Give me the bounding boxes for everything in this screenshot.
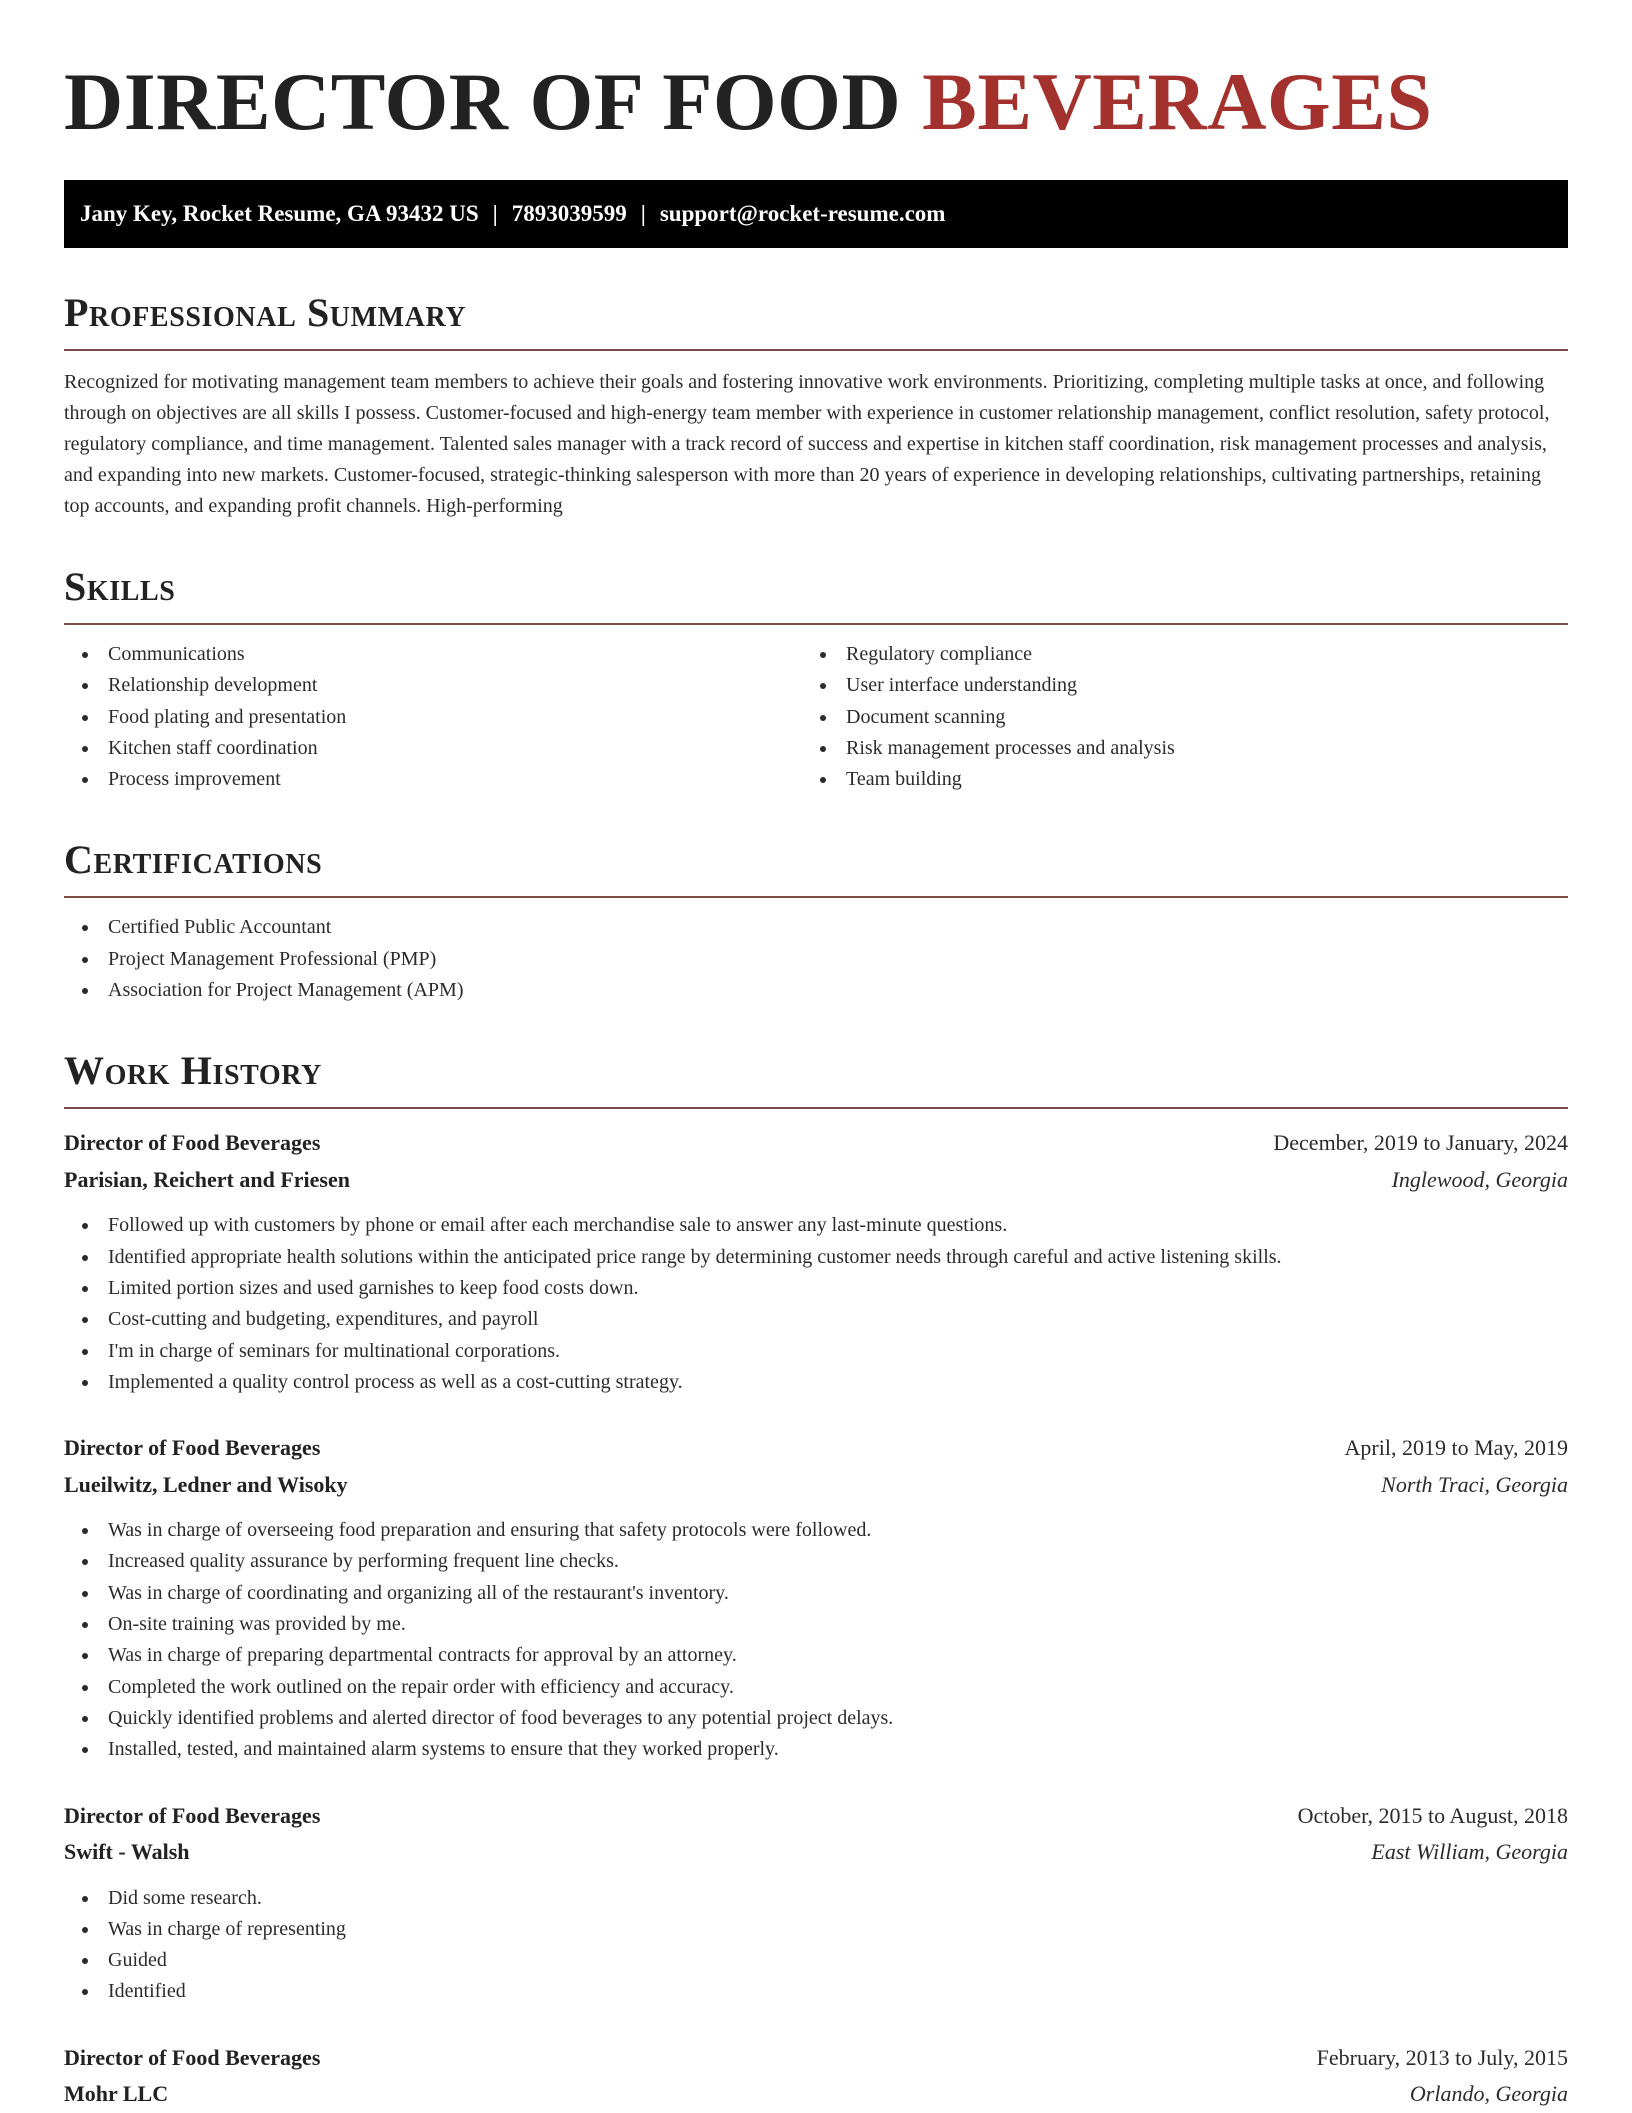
skill-item: Document scanning xyxy=(802,702,1540,733)
skill-item: Communications xyxy=(64,639,802,670)
title-accent: BEVERAGES xyxy=(922,56,1433,147)
contact-email: support@rocket-resume.com xyxy=(659,201,946,226)
job-entry xyxy=(64,1430,1568,1765)
certification-item: Project Management Professional (PMP) xyxy=(64,944,1568,975)
certification-item: Certified Public Accountant xyxy=(64,912,1568,943)
job-company: Parisian, Reichert and Friesen xyxy=(64,1166,350,1192)
summary-heading: Professional Summary xyxy=(64,290,467,335)
skills-section xyxy=(64,562,1568,795)
work-history-heading: Work History xyxy=(64,1048,322,1094)
job-duty: Cost-cutting and budgeting, expenditures, and payroll xyxy=(64,1304,1568,1335)
job-title: Director of Food Beverages xyxy=(64,1130,321,1156)
job-entry xyxy=(64,2040,1568,2113)
skill-item: Kitchen staff coordination xyxy=(64,733,802,764)
job-duty: I'm in charge of seminars for multinational corporations. xyxy=(64,1336,1568,1367)
work-history-section xyxy=(64,1046,1568,2112)
job-dates: December, 2019 to January, 2024 xyxy=(1273,1130,1568,1156)
certifications-heading: Certifications xyxy=(64,837,323,883)
job-duty: Quickly identified problems and alerted director of food beverages to any potential project delays. xyxy=(64,1703,1568,1734)
section-divider xyxy=(64,1107,1568,1109)
section-divider xyxy=(64,896,1568,898)
job-duty: Identified xyxy=(64,1976,1568,2007)
job-title: Director of Food Beverages xyxy=(64,2044,321,2070)
job-duty: Limited portion sizes and used garnishes to keep food costs down. xyxy=(64,1273,1568,1304)
job-duty: Was in charge of representing xyxy=(64,1914,1568,1945)
job-title: Director of Food Beverages xyxy=(64,1802,321,1828)
job-duty: Was in charge of overseeing food preparation and ensuring that safety protocols were followed. xyxy=(64,1515,1568,1546)
job-dates: February, 2013 to July, 2015 xyxy=(1316,2044,1568,2070)
job-location: Orlando, Georgia xyxy=(1409,2081,1568,2107)
contact-separator: | xyxy=(640,201,646,226)
job-duty: On-site training was provided by me. xyxy=(64,1609,1568,1640)
title-main: DIRECTOR OF FOOD xyxy=(64,56,902,147)
certifications-list xyxy=(64,912,1568,1006)
job-duty: Followed up with customers by phone or email after each merchandise sale to answer any last-minute questions. xyxy=(64,1210,1568,1241)
skill-item: Risk management processes and analysis xyxy=(802,733,1540,764)
section-divider xyxy=(64,349,1568,351)
job-entry xyxy=(64,1125,1568,1398)
skill-item: Food plating and presentation xyxy=(64,702,802,733)
skill-item: Team building xyxy=(802,764,1540,795)
section-divider xyxy=(64,623,1568,625)
contact-phone: 7893039599 xyxy=(511,201,627,226)
skill-item: Relationship development xyxy=(64,670,802,701)
job-company: Mohr LLC xyxy=(64,2081,169,2107)
skills-heading: Skills xyxy=(64,564,176,609)
summary-section xyxy=(64,288,1568,522)
contact-bar xyxy=(64,180,1568,248)
job-duty: Increased quality assurance by performing frequent line checks. xyxy=(64,1546,1568,1577)
skills-list-left xyxy=(64,639,802,795)
certification-item: Association for Project Management (APM) xyxy=(64,975,1568,1006)
job-entry xyxy=(64,1798,1568,2008)
skills-grid xyxy=(64,639,1568,795)
skill-item: User interface understanding xyxy=(802,670,1540,701)
job-duties-list xyxy=(64,1883,1568,2008)
summary-text: Recognized for motivating management team members to achieve their goals and fostering innovative work environments. Prioritizing, completing multiple tasks at once, and following through on objectives are all skills I possess. Customer-focused and high-energy team member with experience in customer relationship management, conflict resolution, safety protocol, regulatory compliance, and time management. Talented sales manager with a track record of success and expertise in kitchen staff coordination, risk management processes and analysis, and expanding into new markets. Customer-focused, strategic-thinking salesperson with more than 20 years of experience in developing relationships, cultivating partnerships, retaining top accounts, and expanding profit channels. High-performing xyxy=(64,371,1550,517)
job-duty: Completed the work outlined on the repair order with efficiency and accuracy. xyxy=(64,1672,1568,1703)
page-title xyxy=(64,52,1568,152)
skills-list-right xyxy=(802,639,1540,795)
job-duties-list xyxy=(64,1515,1568,1765)
skill-item: Regulatory compliance xyxy=(802,639,1540,670)
job-duty: Installed, tested, and maintained alarm systems to ensure that they worked properly. xyxy=(64,1734,1568,1765)
job-duty: Did some research. xyxy=(64,1883,1568,1914)
job-duty: Was in charge of preparing departmental contracts for approval by an attorney. xyxy=(64,1640,1568,1671)
contact-address: Jany Key, Rocket Resume, GA 93432 US xyxy=(80,201,479,226)
contact-separator: | xyxy=(492,201,498,226)
job-company: Swift - Walsh xyxy=(64,1839,190,1865)
job-duty: Identified appropriate health solutions within the anticipated price range by determining customer needs through careful and active listening skills. xyxy=(64,1242,1568,1273)
job-duty: Was in charge of coordinating and organizing all of the restaurant's inventory. xyxy=(64,1578,1568,1609)
job-dates: October, 2015 to August, 2018 xyxy=(1297,1802,1568,1828)
skill-item: Process improvement xyxy=(64,764,802,795)
job-location: North Traci, Georgia xyxy=(1381,1471,1568,1497)
job-duties-list xyxy=(64,1210,1568,1398)
job-title: Director of Food Beverages xyxy=(64,1435,321,1461)
job-duty: Implemented a quality control process as well as a cost-cutting strategy. xyxy=(64,1367,1568,1398)
job-duty: Guided xyxy=(64,1945,1568,1976)
job-company: Lueilwitz, Ledner and Wisoky xyxy=(64,1471,348,1497)
job-location: East William, Georgia xyxy=(1371,1839,1568,1865)
job-location: Inglewood, Georgia xyxy=(1391,1166,1568,1192)
certifications-section xyxy=(64,835,1568,1006)
job-dates: April, 2019 to May, 2019 xyxy=(1344,1435,1568,1461)
